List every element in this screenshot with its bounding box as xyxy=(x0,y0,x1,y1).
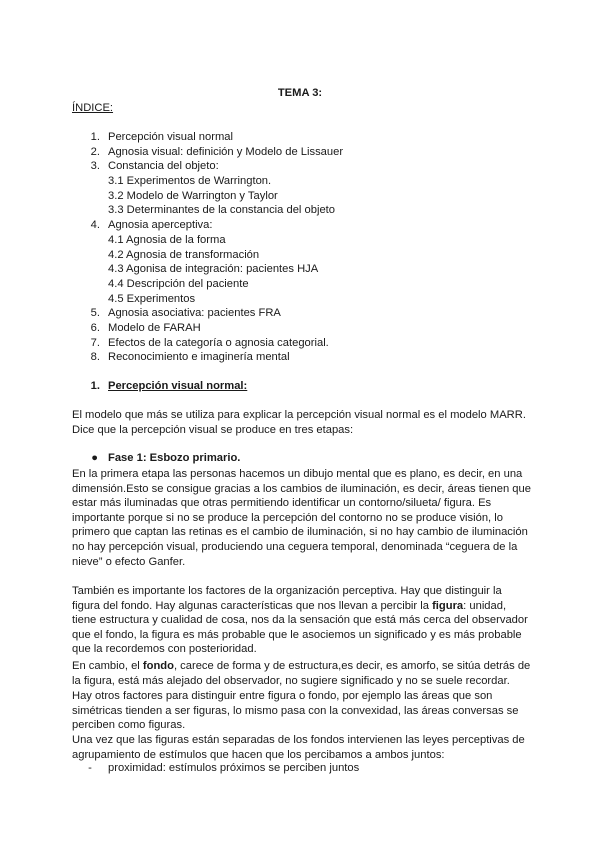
document-title: TEMA 3: xyxy=(277,87,323,99)
toc-subitem: 4.5 Experimentos xyxy=(108,292,196,305)
toc-item: 1. Percepción visual normal xyxy=(90,131,233,143)
toc-item: 6. Modelo de FARAH xyxy=(90,321,201,334)
toc-item: 4. Agnosia aperceptiva: xyxy=(90,219,213,232)
section-heading: 1. Percepción visual normal: xyxy=(90,380,248,392)
toc-subitem: 3.2 Modelo de Warrington y Taylor xyxy=(108,189,278,202)
toc-item: 8. Reconocimiento e imaginería mental xyxy=(90,351,290,364)
figura-paragraph: También es importante los factores de la organización perceptiva. Hay que distinguir la figura del fondo. Hay algunas características que nos llevan a percibir la figura: unidad, tiene estructura y cualidad de cosa, nos da la sensación que está más cerca del observador que el fondo, la figura es más probable que le asociemos un significado y es más probable que la recordemos con posterioridad. xyxy=(72,585,528,656)
toc-item: 3. Constancia del objeto: xyxy=(90,160,219,173)
fase1-paragraph: En la primera etapa las personas hacemos un dibujo mental que es plano, es decir, en una dimensión.Esto se consigue gracias a los cambios de iluminación, es decir, áreas tienen que estar más iluminadas que otras permitiendo identificar un contorno/silueta/ figura. Es importante porque si no se produce la percepción del contorno no se produce visión, lo primero que captan las retinas es el cambio de iluminación, si no hay cambio de iluminación no hay percepción visual, produciendo una ceguera temporal, denominada “ceguera de la nieve” o efecto Ganfer. xyxy=(72,468,531,568)
index-heading: ÍNDICE: xyxy=(72,102,114,114)
dash-list-item: - proximidad: estímulos próximos se perciben juntos xyxy=(88,762,360,774)
toc-item: 5. Agnosia asociativa: pacientes FRA xyxy=(90,307,281,320)
toc-subitem: 4.1 Agnosia de la forma xyxy=(108,233,226,246)
table-of-contents xyxy=(72,130,532,365)
fondo-paragraph: En cambio, el fondo, carece de forma y de estructura,es decir, es amorfo, se sitúa detrás de la figura, está más alejado del observador, no sugiere significado y no se suele recordar. xyxy=(72,660,531,687)
toc-subitem: 4.3 Agonisa de integración: pacientes HJA xyxy=(108,263,319,276)
toc-item: 7. Efectos de la categoría o agnosia categorial. xyxy=(90,336,329,349)
toc-subitem: 4.2 Agnosia de transformación xyxy=(108,248,260,261)
toc-item: 2. Agnosia visual: definición y Modelo de Lissauer xyxy=(90,145,344,158)
toc-subitem: 3.1 Experimentos de Warrington. xyxy=(108,175,272,188)
otros-factores-paragraph: Hay otros factores para distinguir entre figura o fondo, por ejemplo las áreas que son simétricas tienden a ser figuras, lo mismo pasa con la convexidad, las áreas conversas se perciben como figuras. xyxy=(72,690,519,732)
intro-paragraph: El modelo que más se utiliza para explicar la percepción visual normal es el modelo MARR. Dice que la percepción visual se produce en tres etapas: xyxy=(72,409,526,436)
leyes-paragraph: Una vez que las figuras están separadas de los fondos intervienen las leyes perceptivas de agrupamiento de estímulos que hacen que los percibamos a ambos juntos: xyxy=(72,734,525,761)
bullet-heading: ● Fase 1: Esbozo primario. xyxy=(91,452,241,464)
toc-subitem: 4.4 Descripción del paciente xyxy=(108,277,249,290)
toc-subitem: 3.3 Determinantes de la constancia del objeto xyxy=(108,204,336,217)
